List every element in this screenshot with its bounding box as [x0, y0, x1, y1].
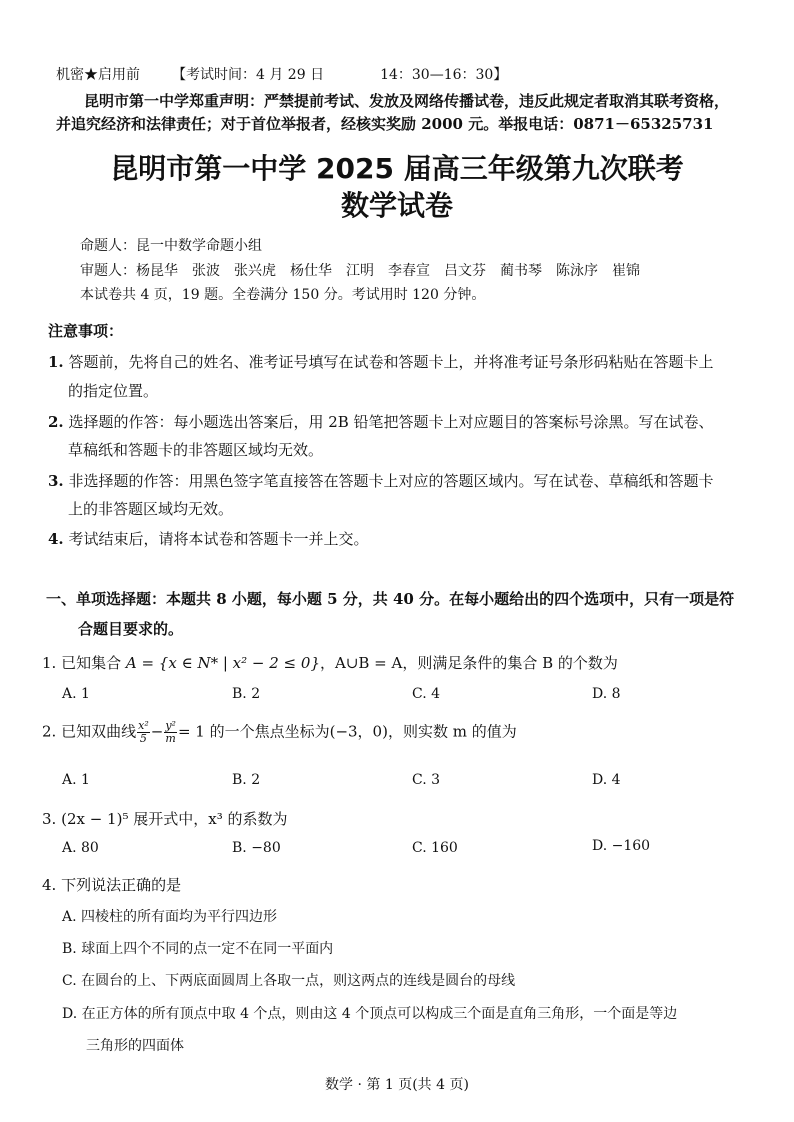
- numerator: y²: [165, 719, 176, 732]
- reviewer-name: 杨昆华: [136, 263, 178, 279]
- option-b: B. 2: [232, 686, 261, 702]
- question-number: 2.: [42, 722, 57, 741]
- page-footer: 数学 · 第 1 页(共 4 页): [325, 1077, 469, 1093]
- note-text-cont: 上的非答题区域均无效。: [68, 500, 234, 518]
- note-text: 考试结束后，请将本试卷和答题卡一并上交。: [68, 530, 369, 548]
- exam-time: 【考试时间：4 月 29 日 14：30—16：30】: [172, 67, 508, 83]
- option-d-cont: 三角形的四面体: [86, 1038, 184, 1054]
- option-c: C. 160: [412, 840, 458, 856]
- reviewer-name: 吕文芬: [444, 263, 486, 279]
- reviewer-name: 江明: [346, 263, 374, 279]
- option-b: B. −80: [232, 840, 281, 856]
- exam-info: 本试卷共 4 页，19 题。全卷满分 150 分。考试用时 120 分钟。: [80, 287, 486, 303]
- option-a: A. 四棱柱的所有面均为平行四边形: [62, 909, 278, 925]
- question-2: [42, 720, 517, 745]
- option-d: D. 4: [592, 772, 621, 788]
- fraction: [164, 720, 177, 745]
- option-d: D. 在正方体的所有顶点中取 4 个点，则由这 4 个顶点可以构成三个面是直角三角形，一个面是等边: [62, 1006, 678, 1022]
- option-d: D. 8: [592, 686, 621, 702]
- reviewer-name: 陈泳序: [556, 263, 598, 279]
- note-number: 3.: [48, 472, 64, 490]
- option-c: C. 4: [412, 686, 441, 702]
- option-c: C. 3: [412, 772, 441, 788]
- notes-heading: 注意事项：: [48, 322, 124, 340]
- numerator: x²: [138, 719, 149, 732]
- fraction: [137, 720, 150, 745]
- declaration-line-2: 并追究经济和法律责任；对于首位举报者，经核实奖励 2000 元。举报电话：0871－65325731: [56, 115, 714, 133]
- question-text: 已知集合: [61, 654, 126, 672]
- note-text-cont: 草稿纸和答题卡的非答题区域均无效。: [68, 441, 324, 459]
- reviewer-label: 审题人：: [80, 263, 136, 279]
- reviewer-name: 杨仕华: [290, 263, 332, 279]
- reviewer-name: 蔺书琴: [500, 263, 542, 279]
- question-number: 1.: [42, 654, 57, 672]
- exam-subtitle: 数学试卷: [340, 189, 453, 222]
- question-text: 下列说法正确的是: [61, 876, 182, 894]
- note-text: 选择题的作答：每小题选出答案后，用 2B 铅笔把答题卡上对应题目的答案标号涂黑。写在试卷、: [68, 413, 714, 431]
- question-text: (2x − 1)⁵ 展开式中，x³ 的系数为: [61, 810, 288, 828]
- note-number: 1.: [48, 353, 64, 371]
- reviewer-name: 崔锦: [612, 263, 640, 279]
- option-a: A. 1: [62, 686, 90, 702]
- note-text: 答题前，先将自己的姓名、准考证号填写在试卷和答题卡上，并将准考证号条形码粘贴在答题卡上: [68, 353, 714, 371]
- note-item: [48, 528, 368, 549]
- proposer: 命题人：昆一中数学命题小组: [80, 238, 262, 254]
- section-heading-cont: 合题目要求的。: [78, 620, 184, 638]
- denominator: m: [165, 732, 176, 745]
- option-b: B. 球面上四个不同的点一定不在同一平面内: [62, 941, 334, 957]
- option-a: A. 1: [62, 772, 90, 788]
- note-text-cont: 的指定位置。: [68, 382, 159, 400]
- reviewers-line: [80, 260, 640, 280]
- option-a: A. 80: [62, 840, 99, 856]
- question-number: 4.: [42, 876, 57, 894]
- reviewer-name: 张波: [192, 263, 220, 279]
- note-text: 非选择题的作答：用黑色签字笔直接答在答题卡上对应的答题区域内。写在试卷、草稿纸和答题卡: [68, 472, 714, 490]
- question-1: [42, 652, 618, 673]
- question-text: = 1 的一个焦点坐标为(−3，0)，则实数 m 的值为: [177, 722, 517, 741]
- question-text: 已知双曲线: [61, 722, 137, 741]
- minus-sign: −: [150, 722, 164, 741]
- confidential-label: 机密★启用前: [56, 67, 140, 83]
- question-4: [42, 874, 181, 895]
- note-item: [48, 351, 713, 372]
- math-expression: A = {x ∈ N* | x² − 2 ≤ 0}: [125, 654, 320, 672]
- note-item: [48, 411, 714, 432]
- reviewer-name: 李春宣: [388, 263, 430, 279]
- question-text: ，A∪B = A，则满足条件的集合 B 的个数为: [319, 654, 618, 672]
- note-number: 2.: [48, 413, 64, 431]
- question-3: [42, 808, 287, 829]
- reviewer-name: 张兴虎: [234, 263, 276, 279]
- denominator: 5: [139, 732, 147, 745]
- option-b: B. 2: [232, 772, 261, 788]
- note-number: 4.: [48, 530, 64, 548]
- exam-title: 昆明市第一中学 2025 届高三年级第九次联考: [110, 152, 684, 185]
- option-c: C. 在圆台的上、下两底面圆周上各取一点，则这两点的连线是圆台的母线: [62, 973, 516, 989]
- section-heading: 一、单项选择题：本题共 8 小题，每小题 5 分，共 40 分。在每小题给出的四个选项中，只有一项是符: [46, 590, 735, 608]
- declaration-line-1: 昆明市第一中学郑重声明：严禁提前考试、发放及网络传播试卷，违反此规定者取消其联考资格，: [84, 92, 730, 110]
- question-number: 3.: [42, 810, 57, 828]
- note-item: [48, 470, 713, 491]
- option-d: D. −160: [592, 838, 651, 854]
